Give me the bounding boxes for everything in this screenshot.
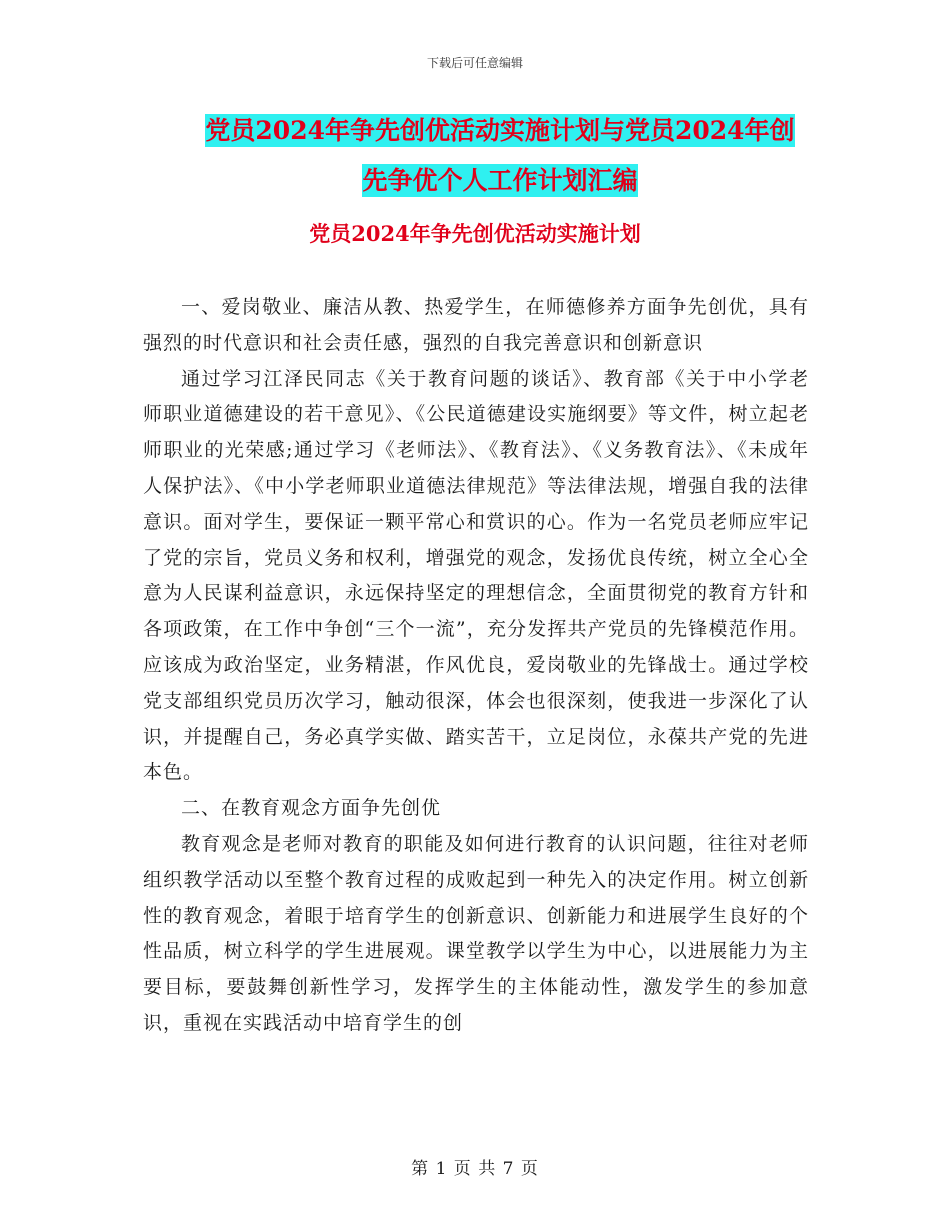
paragraph: 通过学习江泽民同志《关于教育问题的谈话》、教育部《关于中小学老师职业道德建设的若干意见》、《公民道德建设实施纲要》等文件，树立起老师职业的光荣感;通过学习《老师法》、《教育法》、《义务教育法》、《未成年人保护法》、《中小学老师职业道德法律规范》等法律法规，增强自我的法律意识。面对学生，要保证一颗平常心和赏识的心。作为一名党员老师应牢记了党的宗旨，党员义务和权利，增强党的观念，发扬优良传统，树立全心全意为人民谋利益意识，永远保持坚定的理想信念，全面贯彻党的教育方针和各项政策，在工作中争创“三个一流”，充分发挥共产党员的先锋模范作用。应该成为政治坚定，业务精湛，作风优良，爱岗敬业的先锋战士。通过学校党支部组织党员历次学习，触动很深，体会也很深刻，使我进一步深化了认识，并提醒自己，务必真学实做、踏实苦干，立足岗位，永葆共产党的先进本色。 bbox=[143, 367, 809, 784]
section-title: 党员2024年争先创优活动实施计划 bbox=[309, 221, 641, 246]
document-title-line-2: 先争优个人工作计划汇编 bbox=[362, 166, 638, 195]
document-title-line-1: 党员2024年争先创优活动实施计划与党员2024年创 bbox=[205, 116, 795, 145]
page-number: 第 1 页 共 7 页 bbox=[411, 1159, 539, 1179]
paragraph: 二、在教育观念方面争先创优 bbox=[181, 797, 442, 820]
header-note: 下载后可任意编辑 bbox=[426, 56, 523, 70]
body-text bbox=[143, 290, 809, 1042]
document-title bbox=[150, 106, 850, 206]
paragraph: 教育观念是老师对教育的职能及如何进行教育的认识问题，往往对老师组织教学活动以至整个教育过程的成败起到一种先入的决定作用。树立创新性的教育观念，着眼于培育学生的创新意识、创新能力和进展学生良好的个性品质，树立科学的学生进展观。课堂教学以学生为中心，以进展能力为主要目标，要鼓舞创新性学习，发挥学生的主体能动性，激发学生的参加意识，重视在实践活动中培育学生的创 bbox=[143, 832, 809, 1034]
paragraph: 一、爱岗敬业、廉洁从教、热爱学生，在师德修养方面争先创优，具有强烈的时代意识和社会责任感，强烈的自我完善意识和创新意识 bbox=[143, 296, 809, 354]
